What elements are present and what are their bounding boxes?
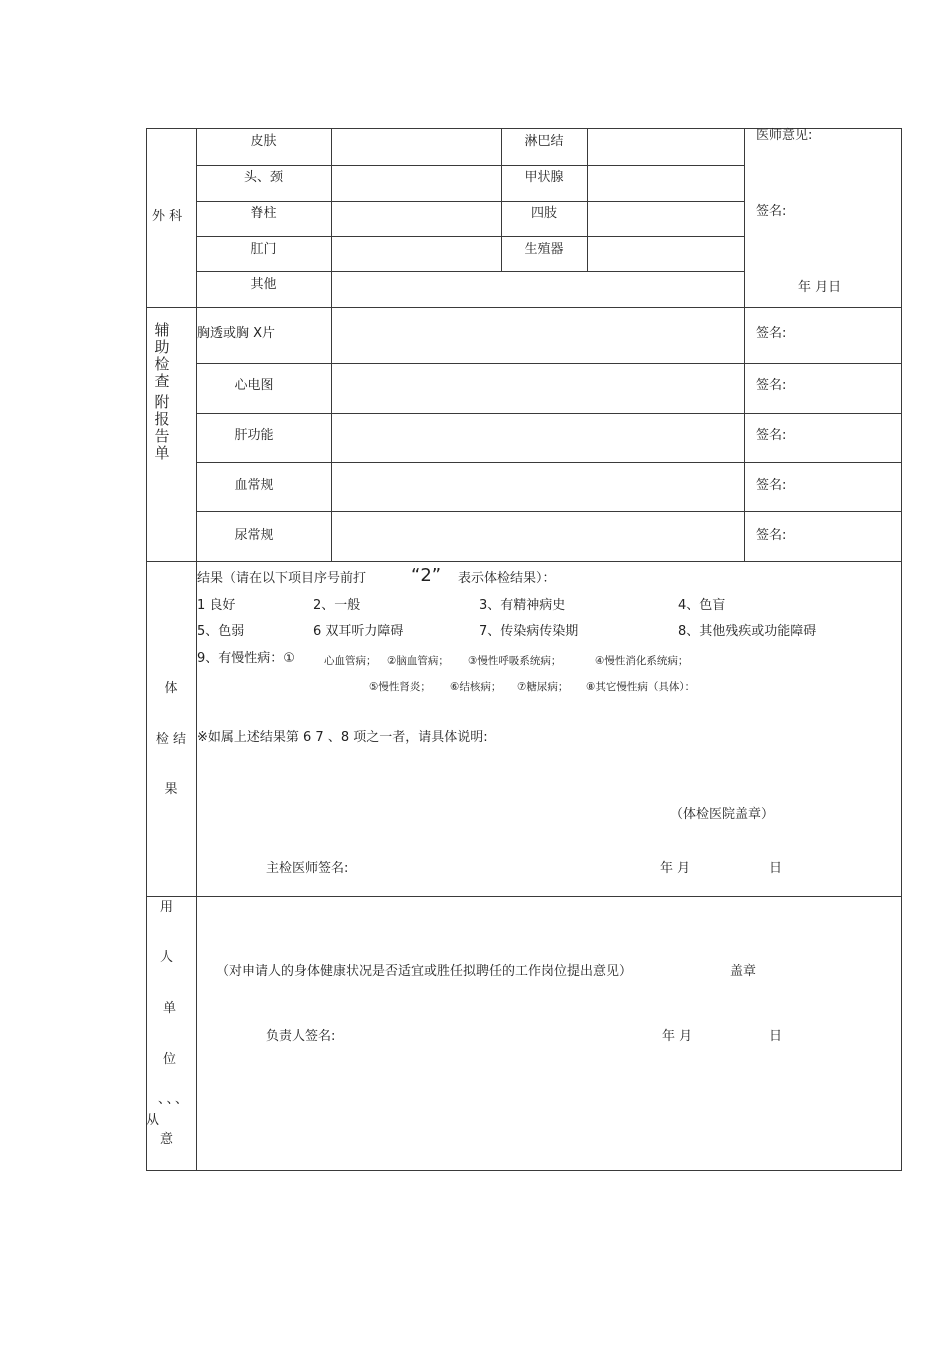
result-option-1: 1 良好 (197, 598, 236, 613)
chronic-tuberculosis: ⑥结核病； (450, 681, 502, 693)
surgery-item-genitals: 生殖器 (524, 242, 564, 257)
employer-label-char: 用 (160, 900, 174, 915)
chief-doctor-signature: 主检医师签名: (266, 861, 349, 876)
surgery-item-other: 其他 (250, 277, 277, 292)
employer-label-char: 位 (163, 1052, 177, 1067)
result-label-char: 体 (164, 681, 178, 696)
surgery-item-anus: 肛门 (250, 242, 277, 257)
employer-seal-label: 盖章 (730, 964, 757, 979)
border-left (146, 128, 147, 1170)
auxiliary-label-char: 报 (154, 410, 170, 428)
employer-label-char: 意 (160, 1132, 174, 1147)
border-right (901, 128, 902, 1171)
aux-signature-ecg: 签名: (756, 378, 787, 393)
surgery-item-skin: 皮肤 (250, 134, 277, 149)
responsible-person-signature: 负责人签名: (266, 1029, 336, 1044)
result-option-5: 5、色弱 (197, 624, 245, 639)
auxiliary-row-line (196, 462, 902, 463)
surgery-row-line (196, 236, 745, 237)
chronic-respiratory: ③慢性呼吸系统病； (468, 655, 562, 667)
section-divider-surgery (146, 307, 902, 308)
employer-label-char: 从 (146, 1113, 160, 1128)
surgery-grid-v4 (744, 128, 745, 562)
employer-opinion-note: （对申请人的身体健康状况是否适宜或胜任拟聘任的工作岗位提出意见） (216, 964, 633, 979)
result-intro-tail: 表示体检结果）： (458, 571, 556, 586)
result-option-9: 9、有慢性病：① (197, 651, 295, 666)
aux-item-blood-routine: 血常规 (234, 478, 274, 493)
aux-item-urine-routine: 尿常规 (234, 528, 274, 543)
aux-item-liver-function: 肝功能 (234, 428, 274, 443)
aux-signature-chest-xray: 签名: (756, 326, 787, 341)
chronic-cardiovascular: 心血管病； (324, 655, 377, 667)
surgery-row-line (196, 165, 745, 166)
hospital-seal-label: （体检医院盖章） (670, 807, 775, 822)
surgery-row-line (196, 271, 745, 272)
health-exam-form (146, 128, 902, 1170)
surgery-item-spine: 脊柱 (250, 206, 277, 221)
surgery-date-label: 年 月日 (798, 280, 842, 295)
auxiliary-section-label (152, 322, 172, 462)
result-option-4: 4、色盲 (678, 598, 726, 613)
surgery-row-line (196, 201, 745, 202)
chronic-digestive: ④慢性消化系统病； (595, 655, 689, 667)
surgery-item-head-neck: 头、颈 (243, 170, 283, 185)
surgery-item-limbs: 四肢 (530, 206, 557, 221)
auxiliary-row-line (196, 363, 902, 364)
auxiliary-row-line (196, 413, 902, 414)
result-day: 日 (769, 861, 783, 876)
section-divider-auxiliary (146, 561, 902, 562)
auxiliary-label-char: 辅 (154, 321, 170, 339)
result-option-2: 2、一般 (313, 598, 361, 613)
result-option-3: 3、有精神病史 (479, 598, 566, 613)
result-mark: “2” (411, 565, 442, 586)
result-intro: 结果（请在以下项目序号前打 (197, 571, 367, 586)
employer-label-char: 、、、 (158, 1092, 191, 1107)
aux-signature-blood-routine: 签名: (756, 478, 787, 493)
auxiliary-label-char: 助 (154, 338, 170, 356)
result-year-month: 年 月 (660, 861, 691, 876)
auxiliary-label-char: 附 (154, 393, 170, 411)
result-option-6: 6 双耳听力障碍 (313, 624, 404, 639)
chronic-nephritis: ⑤慢性肾炎； (369, 681, 431, 693)
aux-signature-urine-routine: 签名: (756, 528, 787, 543)
chronic-cerebrovascular: ②脑血管病； (387, 655, 449, 667)
employer-year-month: 年 月 (662, 1029, 693, 1044)
employer-label-char: 人 (160, 950, 174, 965)
result-label-char: 果 (164, 782, 178, 797)
chronic-other: ⑧其它慢性病（具体）： (586, 681, 696, 693)
surgery-grid-v3 (587, 128, 588, 271)
surgery-grid-v1 (331, 128, 332, 562)
result-note: ※如属上述结果第 6 7 、8 项之一者，请具体说明: (197, 730, 488, 745)
result-label-char: 检 结 (155, 732, 187, 747)
result-option-7: 7、传染病传染期 (479, 624, 579, 639)
doctor-opinion-label: 医师意见: (756, 128, 813, 143)
auxiliary-label-char: 查 (154, 372, 170, 390)
employer-label-char: 单 (163, 1001, 177, 1016)
auxiliary-label-char: 单 (154, 444, 170, 462)
surgery-section-label: 外 科 (152, 209, 183, 224)
surgery-item-thyroid: 甲状腺 (524, 170, 564, 185)
auxiliary-label-char: 告 (154, 427, 170, 445)
chronic-diabetes: ⑦糖尿病； (517, 681, 569, 693)
auxiliary-label-char: 检 (154, 355, 170, 373)
surgery-item-lymph: 淋巴结 (524, 134, 564, 149)
border-bottom (146, 1170, 902, 1171)
aux-signature-liver-function: 签名: (756, 428, 787, 443)
section-divider-result (146, 896, 902, 897)
employer-day: 日 (769, 1029, 783, 1044)
aux-item-chest-xray: 胸透或胸 X片 (197, 326, 276, 341)
aux-item-ecg: 心电图 (234, 378, 274, 393)
auxiliary-row-line (196, 511, 902, 512)
result-option-8: 8、其他残疾或功能障碍 (678, 624, 817, 639)
surgery-signature-label: 签名: (756, 204, 787, 219)
